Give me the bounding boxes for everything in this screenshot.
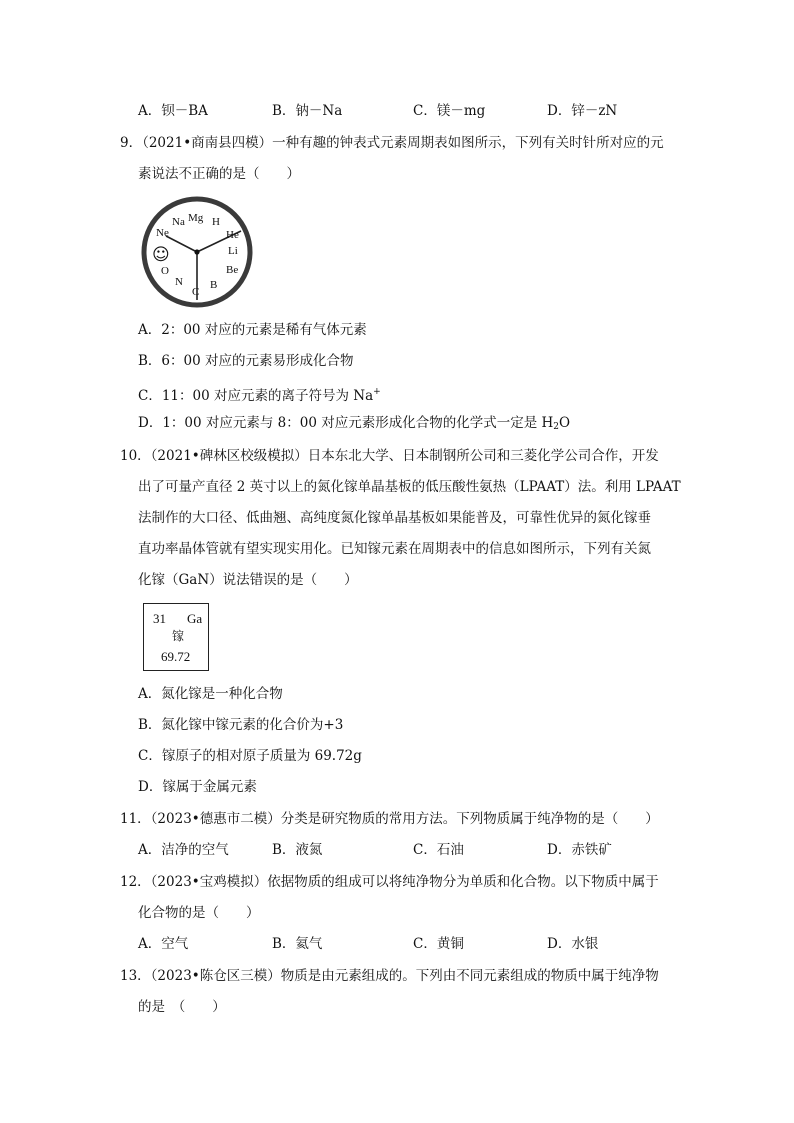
q10-stem-line2: 出了可量产直径 2 英寸以上的氮化镓单晶基板的低压酸性氨热（LPAAT）法。利用 LPAAT [138, 479, 681, 495]
q9-option-d [138, 413, 570, 437]
clock-label-ne: Ne [156, 227, 169, 239]
q8-option-a: A．钡－BA [138, 103, 208, 119]
q8-option-c: C．镁－mg [413, 103, 486, 119]
q9-option-b: B．6：00 对应的元素易形成化合物 [138, 353, 354, 369]
periodic-element-tile [143, 603, 209, 671]
smiley-face-icon: ☺ [152, 245, 170, 265]
clock-label-na: Na [172, 216, 185, 228]
q9-option-d-text: D．1：00 对应元素与 8：00 对应元素形成化合物的化学式一定是 H [138, 415, 554, 431]
clock-label-li: Li [228, 245, 238, 257]
clock-label-mg: Mg [188, 212, 204, 224]
q11-option-c: C．石油 [413, 842, 464, 858]
element-atomic-mass: 69.72 [161, 649, 191, 664]
q8-option-d: D．锌－zN [547, 103, 618, 119]
clock-label-h: H [212, 216, 220, 228]
q9-option-d-tail: O [559, 415, 571, 431]
q9-option-d-subscript: 2 [553, 422, 560, 432]
q10-stem-line5: 化镓（GaN）说法错误的是（ ） [138, 572, 358, 588]
clock-label-c: C [192, 286, 200, 298]
q12-option-a: A．空气 [138, 936, 189, 952]
q10-stem-line4: 直功率晶体管就有望实现实用化。已知镓元素在周期表中的信息如图所示，下列有关氮 [138, 541, 651, 557]
q9-stem-line2: 素说法不正确的是（ ） [138, 166, 300, 182]
clock-center-pin [194, 249, 199, 254]
q10-option-b: B．氮化镓中镓元素的化合价为+3 [138, 717, 344, 733]
q11-option-a: A．洁净的空气 [138, 842, 229, 858]
q12-option-b: B．氦气 [272, 936, 323, 952]
q10-option-a: A．氮化镓是一种化合物 [138, 686, 283, 702]
q9-option-c [138, 382, 381, 406]
q10-option-d: D．镓属于金属元素 [138, 779, 257, 795]
clock-label-be: Be [226, 264, 239, 276]
q8-option-b: B．钠－Na [272, 103, 343, 119]
q13-stem-line2: 的是 （ ） [138, 999, 226, 1015]
q11-stem-line1: 11．（2023•德惠市二模）分类是研究物质的常用方法。下列物质属于纯净物的是（ ） [120, 811, 659, 827]
q12-stem-line1: 12．（2023•宝鸡模拟）依据物质的组成可以将纯净物分为单质和化合物。以下物质中属于 [120, 874, 659, 890]
q12-option-d: D．水银 [547, 936, 599, 952]
q10-stem-line1: 10．（2021•碑林区校级模拟）日本东北大学、日本制钢所公司和三菱化学公司合作，开发 [120, 448, 659, 464]
clock-periodic-table-figure [140, 196, 254, 308]
q9-option-a: A．2：00 对应的元素是稀有气体元素 [138, 322, 367, 338]
clock-label-o: O [161, 265, 169, 277]
q11-option-d: D．赤铁矿 [547, 842, 612, 858]
clock-label-he: He [226, 229, 239, 241]
q9-stem-line1: 9．（2021•商南县四模）一种有趣的钟表式元素周期表如图所示，下列有关时针所对应的元 [120, 135, 664, 151]
element-name: 镓 [172, 629, 185, 643]
q10-stem-line3: 法制作的大口径、低曲翘、高纯度氮化镓单晶基板如果能普及，可靠性优异的氮化镓垂 [138, 510, 651, 526]
q11-option-b: B．液氮 [272, 842, 323, 858]
q9-option-c-text: C．11：00 对应元素的离子符号为 Na [138, 388, 374, 404]
element-atomic-number: 31 [153, 611, 166, 626]
q12-stem-line2: 化合物的是（ ） [138, 905, 260, 921]
element-symbol: Ga [187, 611, 203, 626]
q9-option-c-charge: + [373, 387, 381, 397]
q12-option-c: C．黄铜 [413, 936, 464, 952]
q13-stem-line1: 13．（2023•陈仓区三模）物质是由元素组成的。下列由不同元素组成的物质中属于纯净物 [120, 968, 659, 984]
clock-label-b: B [210, 279, 218, 291]
clock-label-n: N [175, 276, 183, 288]
q10-option-c: C．镓原子的相对原子质量为 69.72g [138, 748, 362, 764]
